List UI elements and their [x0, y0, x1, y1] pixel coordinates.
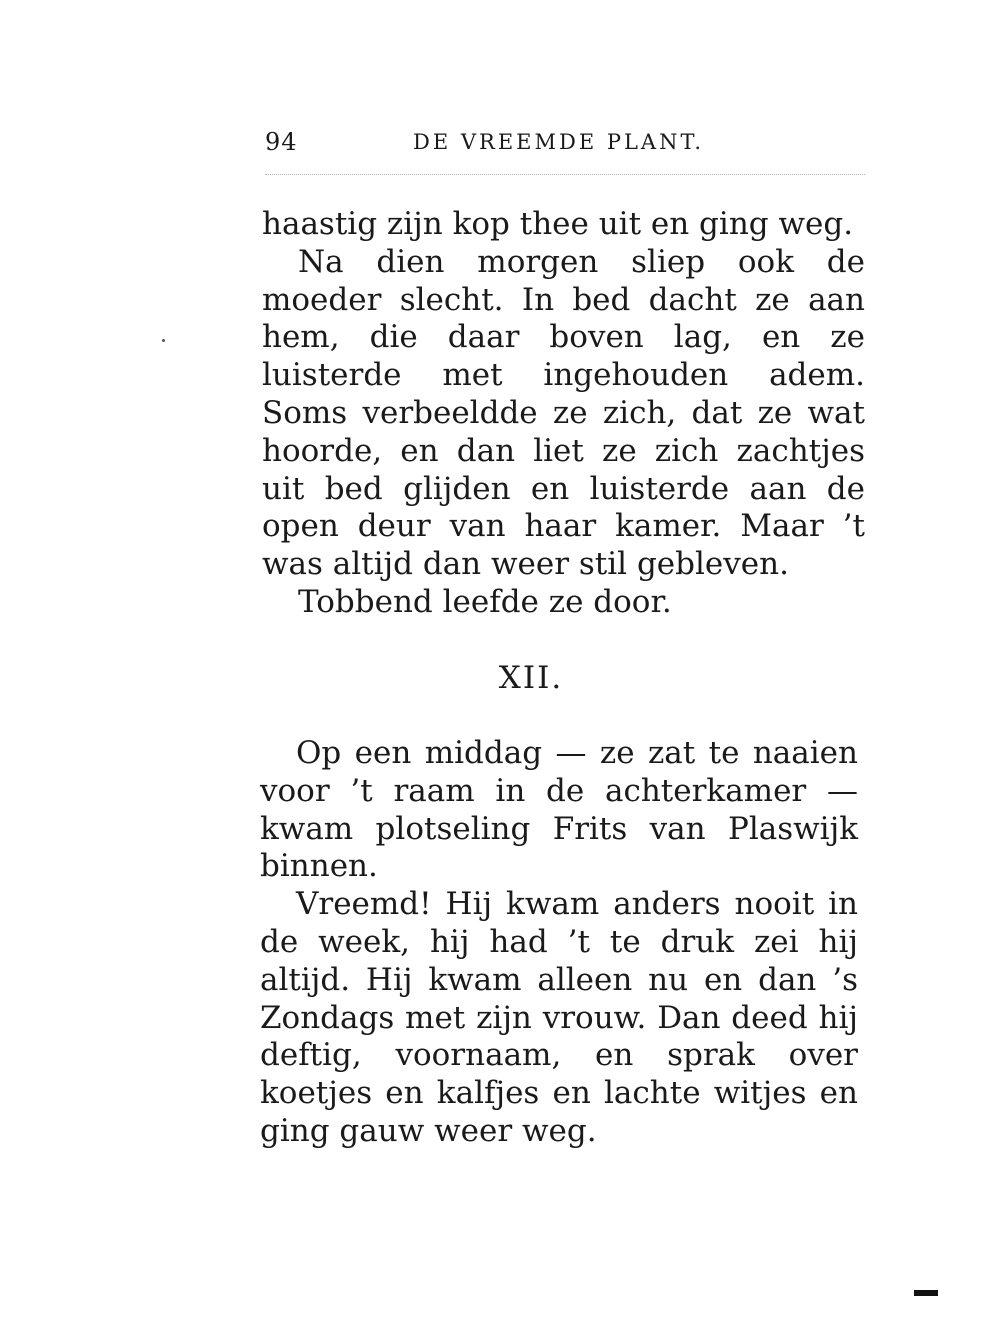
chapter-heading: XII. [498, 660, 564, 696]
text-block-before-chapter [262, 206, 865, 622]
paragraph: Op een middag — ze zat te naaien voor ’t raam in de achterkamer — kwam plotseling Frits van Plaswijk binnen. [260, 735, 858, 885]
print-speck [162, 339, 165, 342]
paragraph: Vreemd! Hij kwam anders nooit in de week, hij had ’t te druk zei hij altijd. Hij kwam alleen nu en dan ’s Zondags met zijn vrouw. Dan deed hij deftig, voornaam, en sprak over koetjes en kalfjes en lachte witjes en ging gauw weer weg. [260, 886, 858, 1149]
page-header [265, 128, 865, 168]
header-divider [265, 174, 865, 175]
paragraph: Na dien morgen sliep ook de moeder slecht. In bed dacht ze aan hem, die daar boven lag, en ze luisterde met ingehouden adem. Soms verbeeldde ze zich, dat ze wat hoorde, en dan liet ze zich zachtjes uit bed glijden en luisterde aan de open deur van haar kamer. Maar ’t was altijd dan weer stil gebleven. [262, 243, 865, 583]
scan-edge-mark [914, 1290, 938, 1296]
paragraph-continuation: haastig zijn kop thee uit en ging weg. [262, 206, 854, 242]
paragraph: Tobbend leefde ze door. [298, 583, 672, 620]
running-title: DE VREEMDE PLANT. [413, 130, 705, 154]
page-number: 94 [265, 128, 298, 156]
text-block-after-chapter [260, 735, 858, 1151]
